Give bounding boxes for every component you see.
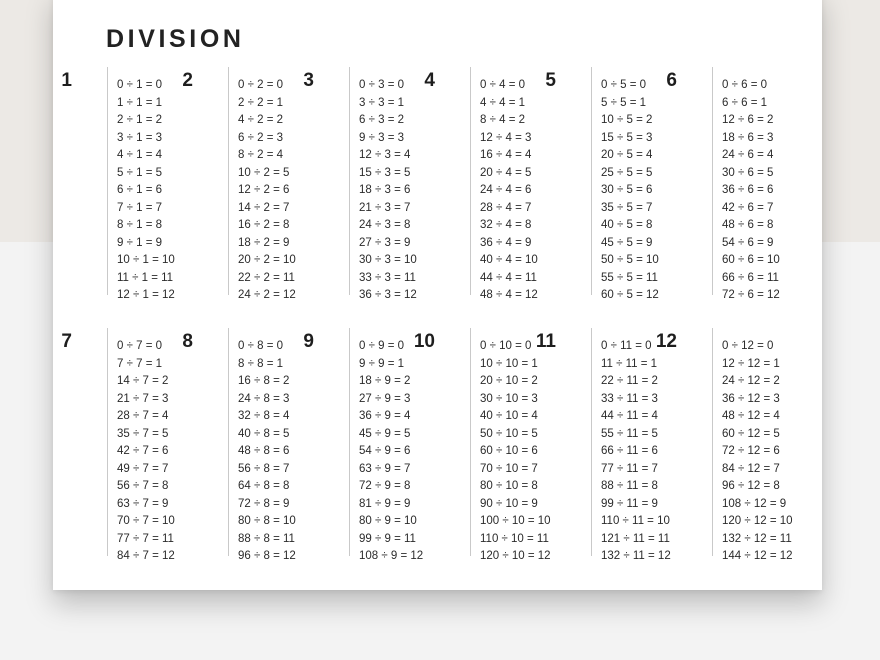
equation-line: 40 ÷ 4 = 10 — [480, 254, 538, 266]
division-table-1 — [54, 67, 175, 301]
equation-line: 24 ÷ 3 = 8 — [359, 219, 411, 231]
equation-line: 84 ÷ 7 = 12 — [117, 550, 175, 562]
equation-line: 66 ÷ 6 = 11 — [722, 271, 779, 284]
equation-line: 121 ÷ 11 = 11 — [601, 532, 670, 545]
equation-list — [601, 77, 659, 305]
equation-line: 4 ÷ 4 = 1 — [480, 96, 525, 109]
equation-line: 36 ÷ 9 = 4 — [359, 410, 411, 422]
equation-line: 2 ÷ 1 = 2 — [117, 114, 162, 126]
equation-line: 77 ÷ 7 = 11 — [117, 532, 174, 545]
table-number: 10 — [413, 331, 435, 352]
equation-line: 0 ÷ 4 = 0 — [480, 79, 525, 91]
division-table-7 — [54, 328, 175, 562]
equation-line: 120 ÷ 10 = 12 — [480, 550, 551, 562]
division-table-10 — [413, 328, 551, 562]
equation-line: 108 ÷ 9 = 12 — [359, 550, 424, 562]
equation-line: 54 ÷ 9 = 6 — [359, 445, 411, 457]
equation-list — [117, 338, 175, 566]
equation-line: 2 ÷ 2 = 1 — [238, 96, 283, 109]
equation-line: 30 ÷ 3 = 10 — [359, 254, 417, 266]
equation-line: 55 ÷ 5 = 11 — [601, 271, 658, 284]
equation-line: 45 ÷ 5 = 9 — [601, 236, 653, 249]
equation-line: 96 ÷ 12 = 8 — [722, 480, 780, 492]
equation-line: 100 ÷ 10 = 10 — [480, 515, 551, 527]
page-title: DIVISION — [106, 25, 245, 53]
equation-line: 0 ÷ 12 = 0 — [722, 340, 774, 352]
table-number: 8 — [182, 331, 193, 352]
equation-line: 72 ÷ 12 = 6 — [722, 445, 780, 457]
equation-line: 5 ÷ 1 = 5 — [117, 166, 162, 179]
equation-line: 0 ÷ 7 = 0 — [117, 340, 162, 352]
equation-line: 24 ÷ 2 = 12 — [238, 289, 296, 301]
equation-line: 72 ÷ 9 = 8 — [359, 480, 411, 492]
equation-line: 63 ÷ 9 = 7 — [359, 462, 411, 475]
equation-line: 110 ÷ 11 = 10 — [601, 515, 670, 527]
equation-list — [722, 338, 793, 566]
equation-line: 22 ÷ 2 = 11 — [238, 271, 295, 284]
equation-line: 10 ÷ 10 = 1 — [480, 357, 538, 370]
table-number: 9 — [303, 331, 314, 352]
equation-line: 50 ÷ 10 = 5 — [480, 427, 538, 440]
equation-line: 6 ÷ 2 = 3 — [238, 131, 283, 144]
equation-line: 7 ÷ 7 = 1 — [117, 357, 162, 370]
equation-line: 70 ÷ 10 = 7 — [480, 462, 538, 475]
division-table-6 — [659, 67, 780, 301]
table-number: 3 — [303, 70, 314, 91]
column-divider — [470, 67, 471, 295]
equation-line: 33 ÷ 3 = 11 — [359, 271, 416, 284]
equation-line: 0 ÷ 9 = 0 — [359, 340, 404, 352]
equation-line: 36 ÷ 4 = 9 — [480, 236, 532, 249]
table-number: 7 — [61, 331, 72, 352]
equation-line: 12 ÷ 12 = 1 — [722, 357, 780, 370]
equation-line: 10 ÷ 1 = 10 — [117, 254, 175, 266]
equation-line: 60 ÷ 5 = 12 — [601, 289, 659, 301]
equation-line: 60 ÷ 12 = 5 — [722, 427, 780, 440]
table-number: 4 — [424, 70, 435, 91]
equation-line: 6 ÷ 3 = 2 — [359, 114, 404, 126]
column-divider — [228, 67, 229, 295]
equation-line: 9 ÷ 3 = 3 — [359, 131, 404, 144]
equation-line: 9 ÷ 1 = 9 — [117, 236, 162, 249]
equation-line: 36 ÷ 3 = 12 — [359, 289, 417, 301]
equation-list — [117, 77, 175, 305]
equation-line: 24 ÷ 8 = 3 — [238, 392, 290, 405]
equation-line: 88 ÷ 8 = 11 — [238, 532, 295, 545]
equation-line: 32 ÷ 4 = 8 — [480, 219, 532, 231]
equation-line: 0 ÷ 5 = 0 — [601, 79, 646, 91]
equation-list — [238, 338, 296, 566]
equation-list — [480, 77, 538, 305]
equation-line: 9 ÷ 9 = 1 — [359, 357, 404, 370]
column-divider — [349, 67, 350, 295]
equation-line: 12 ÷ 3 = 4 — [359, 149, 411, 161]
equation-line: 3 ÷ 3 = 1 — [359, 96, 404, 109]
equation-line: 25 ÷ 5 = 5 — [601, 166, 653, 179]
table-number: 11 — [535, 331, 556, 352]
equation-line: 99 ÷ 9 = 11 — [359, 532, 416, 545]
table-number: 12 — [655, 331, 677, 352]
column-divider — [712, 328, 713, 556]
equation-line: 7 ÷ 1 = 7 — [117, 201, 162, 214]
equation-line: 0 ÷ 10 = 0 — [480, 340, 532, 352]
equation-line: 27 ÷ 3 = 9 — [359, 236, 411, 249]
equation-line: 5 ÷ 5 = 1 — [601, 96, 646, 109]
equation-line: 60 ÷ 6 = 10 — [722, 254, 780, 266]
division-table-8 — [175, 328, 296, 562]
equation-line: 144 ÷ 12 = 12 — [722, 550, 793, 562]
equation-line: 110 ÷ 10 = 11 — [480, 532, 549, 545]
equation-line: 18 ÷ 3 = 6 — [359, 184, 411, 196]
equation-line: 72 ÷ 8 = 9 — [238, 497, 290, 510]
equation-line: 3 ÷ 1 = 3 — [117, 131, 162, 144]
equation-line: 8 ÷ 2 = 4 — [238, 149, 283, 161]
equation-line: 60 ÷ 10 = 6 — [480, 445, 538, 457]
division-table-12 — [655, 328, 793, 562]
equation-line: 30 ÷ 6 = 5 — [722, 166, 774, 179]
equation-line: 40 ÷ 8 = 5 — [238, 427, 290, 440]
equation-line: 20 ÷ 2 = 10 — [238, 254, 296, 266]
equation-line: 1 ÷ 1 = 1 — [117, 96, 162, 109]
equation-line: 4 ÷ 1 = 4 — [117, 149, 162, 161]
equation-line: 48 ÷ 4 = 12 — [480, 289, 538, 301]
equation-line: 30 ÷ 5 = 6 — [601, 184, 653, 196]
column-divider — [107, 67, 108, 295]
table-number: 2 — [182, 70, 193, 91]
equation-line: 12 ÷ 6 = 2 — [722, 114, 774, 126]
equation-line: 132 ÷ 12 = 11 — [722, 532, 792, 545]
division-table-2 — [175, 67, 296, 301]
equation-line: 28 ÷ 7 = 4 — [117, 410, 169, 422]
equation-line: 20 ÷ 4 = 5 — [480, 166, 532, 179]
equation-line: 15 ÷ 5 = 3 — [601, 131, 653, 144]
equation-line: 55 ÷ 11 = 5 — [601, 427, 658, 440]
equation-line: 132 ÷ 11 = 12 — [601, 550, 671, 562]
equation-line: 8 ÷ 8 = 1 — [238, 357, 283, 370]
equation-line: 56 ÷ 8 = 7 — [238, 462, 290, 475]
equation-line: 24 ÷ 12 = 2 — [722, 375, 780, 387]
column-divider — [712, 67, 713, 295]
equation-line: 18 ÷ 2 = 9 — [238, 236, 290, 249]
equation-line: 70 ÷ 7 = 10 — [117, 515, 175, 527]
table-number: 1 — [61, 70, 72, 91]
division-table-4 — [417, 67, 538, 301]
equation-line: 16 ÷ 8 = 2 — [238, 375, 290, 387]
division-table-9 — [296, 328, 424, 562]
equation-line: 72 ÷ 6 = 12 — [722, 289, 780, 301]
equation-line: 14 ÷ 7 = 2 — [117, 375, 169, 387]
division-table-11 — [535, 328, 671, 562]
equation-line: 10 ÷ 2 = 5 — [238, 166, 290, 179]
equation-line: 14 ÷ 2 = 7 — [238, 201, 290, 214]
equation-line: 28 ÷ 4 = 7 — [480, 201, 532, 214]
equation-line: 15 ÷ 3 = 5 — [359, 166, 411, 179]
equation-line: 50 ÷ 5 = 10 — [601, 254, 659, 266]
equation-line: 54 ÷ 6 = 9 — [722, 236, 774, 249]
equation-line: 12 ÷ 1 = 12 — [117, 289, 175, 301]
equation-line: 80 ÷ 8 = 10 — [238, 515, 296, 527]
equation-line: 18 ÷ 9 = 2 — [359, 375, 411, 387]
column-divider — [107, 328, 108, 556]
table-number: 6 — [666, 70, 677, 91]
equation-line: 33 ÷ 11 = 3 — [601, 392, 658, 405]
equation-line: 42 ÷ 6 = 7 — [722, 201, 774, 214]
equation-line: 77 ÷ 11 = 7 — [601, 462, 658, 475]
equation-list — [359, 77, 417, 305]
equation-line: 20 ÷ 10 = 2 — [480, 375, 538, 387]
equation-line: 24 ÷ 6 = 4 — [722, 149, 774, 161]
equation-line: 64 ÷ 8 = 8 — [238, 480, 290, 492]
equation-line: 0 ÷ 6 = 0 — [722, 79, 767, 91]
column-divider — [470, 328, 471, 556]
table-number: 5 — [545, 70, 556, 91]
column-divider — [591, 328, 592, 556]
equation-line: 42 ÷ 7 = 6 — [117, 445, 169, 457]
equation-line: 18 ÷ 6 = 3 — [722, 131, 774, 144]
equation-line: 21 ÷ 7 = 3 — [117, 392, 169, 405]
equation-line: 8 ÷ 1 = 8 — [117, 219, 162, 231]
division-table-3 — [296, 67, 417, 301]
equation-line: 63 ÷ 7 = 9 — [117, 497, 169, 510]
column-divider — [591, 67, 592, 295]
equation-line: 90 ÷ 10 = 9 — [480, 497, 538, 510]
equation-line: 88 ÷ 11 = 8 — [601, 480, 658, 492]
equation-line: 32 ÷ 8 = 4 — [238, 410, 290, 422]
equation-line: 45 ÷ 9 = 5 — [359, 427, 411, 440]
equation-line: 40 ÷ 5 = 8 — [601, 219, 653, 231]
equation-line: 22 ÷ 11 = 2 — [601, 375, 658, 387]
equation-list — [238, 77, 296, 305]
equation-line: 0 ÷ 2 = 0 — [238, 79, 283, 91]
equation-line: 44 ÷ 4 = 11 — [480, 271, 537, 284]
equation-line: 0 ÷ 8 = 0 — [238, 340, 283, 352]
equation-line: 11 ÷ 1 = 11 — [117, 271, 174, 284]
equation-line: 10 ÷ 5 = 2 — [601, 114, 653, 126]
equation-line: 6 ÷ 6 = 1 — [722, 96, 767, 109]
equation-list — [722, 77, 780, 305]
equation-line: 120 ÷ 12 = 10 — [722, 515, 793, 527]
equation-line: 4 ÷ 2 = 2 — [238, 114, 283, 126]
equation-line: 44 ÷ 11 = 4 — [601, 410, 658, 422]
equation-line: 96 ÷ 8 = 12 — [238, 550, 296, 562]
column-divider — [228, 328, 229, 556]
equation-line: 40 ÷ 10 = 4 — [480, 410, 538, 422]
equation-line: 81 ÷ 9 = 9 — [359, 497, 411, 510]
equation-line: 12 ÷ 4 = 3 — [480, 131, 532, 144]
equation-line: 49 ÷ 7 = 7 — [117, 462, 169, 475]
equation-line: 84 ÷ 12 = 7 — [722, 462, 780, 475]
equation-line: 48 ÷ 8 = 6 — [238, 445, 290, 457]
equation-line: 108 ÷ 12 = 9 — [722, 497, 787, 510]
equation-line: 99 ÷ 11 = 9 — [601, 497, 658, 510]
equation-line: 0 ÷ 3 = 0 — [359, 79, 404, 91]
equation-line: 16 ÷ 2 = 8 — [238, 219, 290, 231]
equation-line: 80 ÷ 10 = 8 — [480, 480, 538, 492]
equation-line: 0 ÷ 11 = 0 — [601, 340, 652, 352]
equation-line: 36 ÷ 6 = 6 — [722, 184, 774, 196]
equation-line: 16 ÷ 4 = 4 — [480, 149, 532, 161]
equation-line: 56 ÷ 7 = 8 — [117, 480, 169, 492]
equation-line: 21 ÷ 3 = 7 — [359, 201, 411, 214]
equation-line: 24 ÷ 4 = 6 — [480, 184, 532, 196]
division-table-5 — [538, 67, 659, 301]
equation-line: 80 ÷ 9 = 10 — [359, 515, 417, 527]
equation-line: 35 ÷ 7 = 5 — [117, 427, 169, 440]
equation-line: 27 ÷ 9 = 3 — [359, 392, 411, 405]
column-divider — [349, 328, 350, 556]
equation-line: 12 ÷ 2 = 6 — [238, 184, 290, 196]
equation-line: 8 ÷ 4 = 2 — [480, 114, 525, 126]
equation-line: 0 ÷ 1 = 0 — [117, 79, 162, 91]
equation-line: 20 ÷ 5 = 4 — [601, 149, 653, 161]
equation-line: 11 ÷ 11 = 1 — [601, 357, 658, 370]
equation-line: 48 ÷ 6 = 8 — [722, 219, 774, 231]
equation-line: 66 ÷ 11 = 6 — [601, 445, 658, 457]
equation-line: 30 ÷ 10 = 3 — [480, 392, 538, 405]
equation-list — [359, 338, 423, 566]
equation-line: 36 ÷ 12 = 3 — [722, 392, 780, 405]
equation-line: 6 ÷ 1 = 6 — [117, 184, 162, 196]
equation-line: 35 ÷ 5 = 7 — [601, 201, 653, 214]
equation-line: 48 ÷ 12 = 4 — [722, 410, 780, 422]
